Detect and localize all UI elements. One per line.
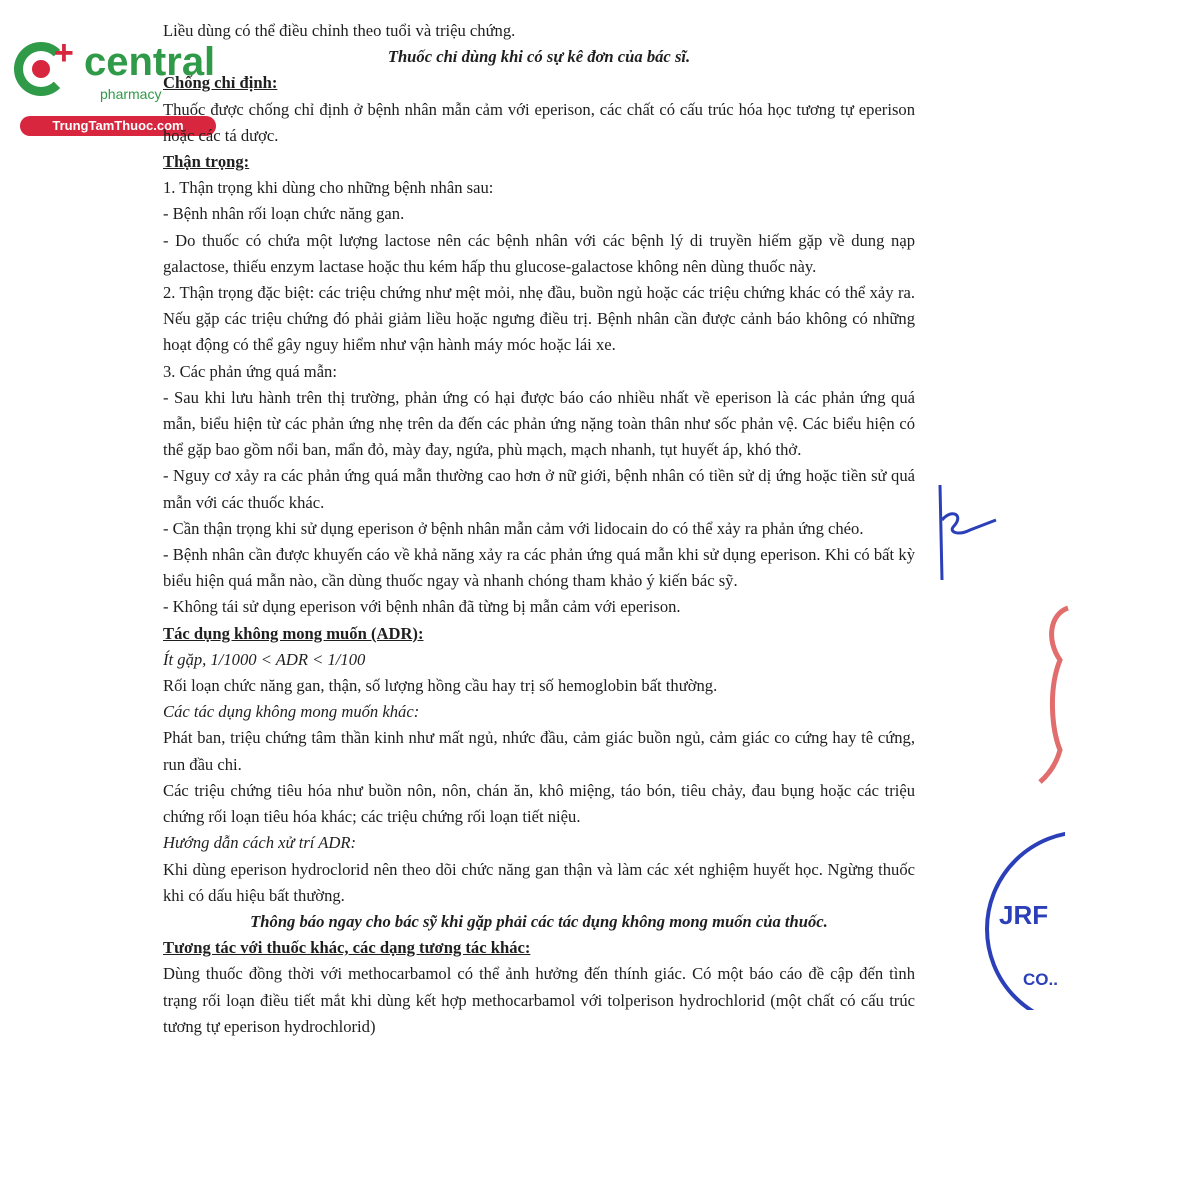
subheading-frequency: Ít gặp, 1/1000 < ADR < 1/100 [163, 649, 366, 669]
logo-plus-icon: + [54, 34, 74, 72]
stamp-text: JRF [999, 900, 1049, 930]
stamp-co: CO.. [1023, 970, 1058, 989]
paragraph: Phát ban, triệu chứng tâm thần kinh như mất ngủ, nhức đầu, cảm giác buồn ngủ, cảm giác co cứng hay tê cứng, run đầu chi. [163, 728, 915, 774]
logo-site: TrungTamThuoc.com [20, 116, 216, 136]
paragraph: Rối loạn chức năng gan, thận, số lượng hồng cầu hay trị số hemoglobin bất thường. [163, 676, 718, 696]
paragraph: - Cần thận trọng khi sử dụng eperison ở bệnh nhân mẫn cảm với lidocain do có thể xảy ra phản ứng chéo. [163, 518, 864, 538]
paragraph: 1. Thận trọng khi dùng cho những bệnh nhân sau: [163, 178, 494, 198]
paragraph: Khi dùng eperison hydroclorid nên theo dõi chức năng gan thận và làm các xét nghiệm huyết học. Ngừng thuốc khi có dấu hiệu bất thường. [163, 859, 915, 905]
paragraph: - Bệnh nhân cần được khuyến cáo về khả năng xảy ra các phản ứng quá mẫn khi sử dụng eperison. Khi có bất kỳ biểu hiện quá mẫn nào, cần dùng thuốc ngay và nhanh chóng tham khảo ý kiến bác sỹ. [163, 545, 915, 591]
subheading-other-adr: Các tác dụng không mong muốn khác: [163, 702, 420, 722]
company-stamp [985, 820, 1065, 1010]
dosage-note: Liều dùng có thể điều chỉnh theo tuổi và triệu chứng. [163, 21, 516, 40]
paragraph: - Không tái sử dụng eperison với bệnh nhân đã từng bị mẫn cảm với eperison. [163, 597, 681, 617]
paragraph: Các triệu chứng tiêu hóa như buồn nôn, nôn, chán ăn, khô miệng, táo bón, tiêu chảy, đau bụng hoặc các triệu chứng rối loạn tiêu hóa khác; các triệu chứng rối loạn tiết niệu. [163, 780, 915, 827]
paragraph: 3. Các phản ứng quá mẫn: [163, 361, 337, 381]
paragraph: Dùng thuốc đồng thời với methocarbamol có thể ảnh hưởng đến thính giác. Có một báo cáo đề cập đến tình trạng rối loạn điều tiết mắt khi dùng kết hợp methocarbamol với tolperison hydrochlorid (một chất có cấu trúc tương tự eperison hydrochlorid) [163, 964, 915, 1036]
paragraph: - Sau khi lưu hành trên thị trường, phản ứng có hại được báo cáo nhiều nhất về eperison là các phản ứng quá mẫn, biểu hiện từ các phản ứng nhẹ trên da đến các phản ứng nặng toàn thân như sốc phản vệ. Các biểu hiện có thể gặp bao gồm nổi ban, mẩn đỏ, mày đay, ngứa, phù mạch, mạch nhanh, tụt huyết áp, khó thở. [163, 387, 915, 460]
logo-name: central [84, 40, 216, 84]
logo-dot-icon [32, 60, 50, 78]
paragraph: 2. Thận trọng đặc biệt: các triệu chứng như mệt mỏi, nhẹ đầu, buồn ngủ hoặc các triệu chứng khác có thể xảy ra. Nếu gặp các triệu chứng đó phải giảm liều hoặc ngưng điều trị. Bệnh nhân cần được cảnh báo không có những hoạt động có thể gây nguy hiểm như vận hành máy móc hoặc lái xe. [163, 283, 915, 355]
heading-interactions: Tương tác với thuốc khác, các dạng tương tác khác: [163, 938, 531, 958]
heading-adr: Tác dụng không mong muốn (ADR): [163, 623, 424, 643]
subheading-adr-handling: Hướng dẫn cách xử trí ADR: [163, 833, 357, 853]
prescription-note: Thuốc chỉ dùng khi có sự kê đơn của bác sĩ. [387, 47, 691, 67]
report-note: Thông báo ngay cho bác sỹ khi gặp phải các tác dụng không mong muốn của thuốc. [250, 911, 828, 931]
heading-precautions: Thận trọng: [163, 152, 250, 172]
logo-sub: pharmacy [100, 86, 162, 102]
red-seal-fragment-icon [1030, 600, 1070, 790]
paragraph: Thuốc được chống chỉ định ở bệnh nhân mẫn cảm với eperison, các chất có cấu trúc hóa học tương tự eperison hoặc các tá dược. [163, 99, 915, 145]
paragraph: - Nguy cơ xảy ra các phản ứng quá mẫn thường cao hơn ở nữ giới, bệnh nhân có tiền sử dị ứng hoặc tiền sử quá mẫn với các thuốc khác. [163, 466, 915, 512]
document-body [163, 18, 915, 1040]
heading-contraindications: Chống chỉ định: [163, 73, 278, 93]
paragraph: - Bệnh nhân rối loạn chức năng gan. [163, 204, 405, 224]
paragraph: - Do thuốc có chứa một lượng lactose nên các bệnh nhân với các bệnh lý di truyền hiếm gặp về dung nạp galactose, thiếu enzym lactase hoặc thu kém hấp thu glucose-galactose không nên dùng thuốc này. [163, 230, 915, 276]
signature-icon [930, 480, 1000, 590]
